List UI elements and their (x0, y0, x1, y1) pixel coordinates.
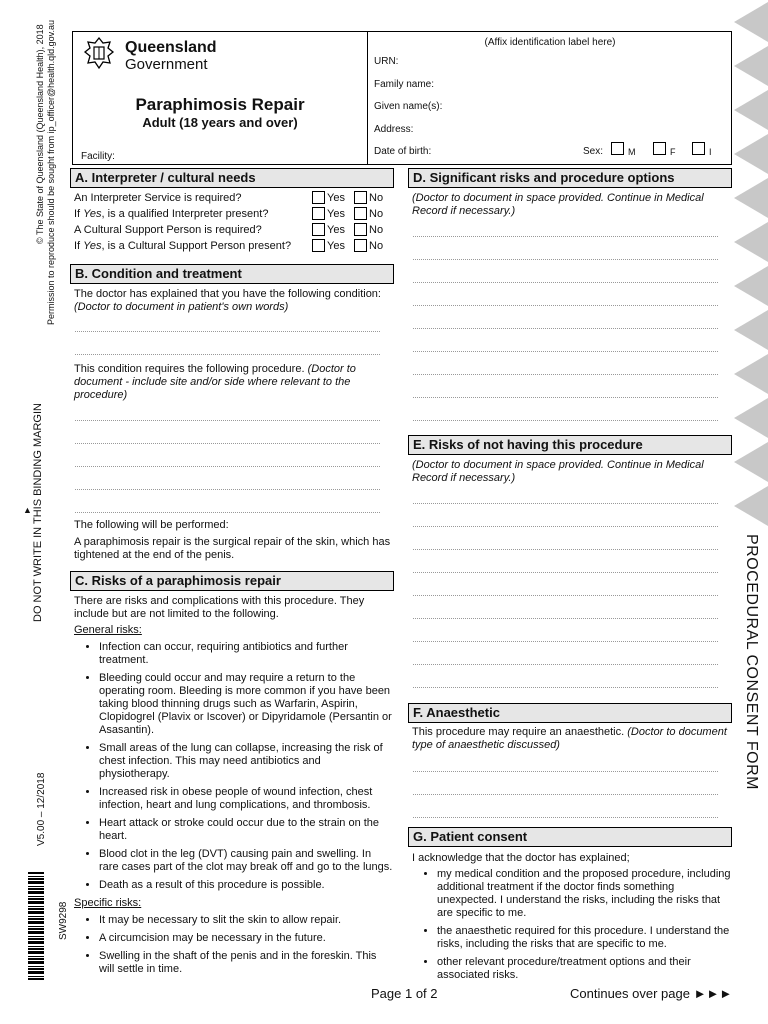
risks-line[interactable] (413, 397, 718, 398)
procedure-required-text: This condition requires the following procedure. (Doctor to document - include site and/or side where relevant to the procedure) (74, 363, 356, 401)
q3-no-label: No (369, 224, 384, 236)
list-item: • A circumcision may be necessary in the future. (99, 932, 393, 945)
urn-label: URN: (374, 56, 399, 67)
q2-no-checkbox[interactable] (354, 207, 367, 220)
side-title: PROCEDURAL CONSENT FORM (743, 534, 760, 790)
cultural-required-q: A Cultural Support Person is required? (74, 224, 262, 236)
facility-label: Facility: (81, 151, 115, 162)
anaesthetic-line[interactable] (413, 771, 718, 772)
q4-yes-label: Yes (327, 240, 345, 252)
risks-line[interactable] (413, 282, 718, 283)
continues-note: Continues over page ►►► (570, 986, 733, 1001)
section-f-heading: F. Anaesthetic (408, 703, 732, 723)
performed-description: A paraphimosis repair is the surgical repair of the skin, which has tightened at the end of the penis. (74, 536, 391, 561)
risks-line[interactable] (413, 351, 718, 352)
no-procedure-line[interactable] (413, 572, 718, 573)
no-procedure-line[interactable] (413, 641, 718, 642)
barcode (28, 872, 44, 980)
general-risks-label: General risks: (74, 624, 142, 636)
procedure-line[interactable] (75, 443, 380, 444)
risks-intro: There are risks and complications with this procedure. They include but are not limited to the following. (74, 595, 365, 620)
list-item: • the anaesthetic required for this procedure. I understand the risks, including the risks that are specific to me. (437, 925, 733, 951)
list-item: • other relevant procedure/treatment options and their associated risks. (437, 956, 733, 982)
sex-i-checkbox[interactable] (692, 142, 705, 155)
sex-m-checkbox[interactable] (611, 142, 624, 155)
list-item: • Heart attack or stroke could occur due to the strain on the heart. (99, 817, 393, 843)
q4-yes-checkbox[interactable] (312, 239, 325, 252)
q2-yes-checkbox[interactable] (312, 207, 325, 220)
permission-text: Permission to reproduce should be sought from ip_officer@health.qld.gov.au (46, 20, 56, 325)
form-title: Paraphimosis Repair (135, 95, 305, 114)
arrow-up-icon: ▲ (23, 505, 32, 515)
q1-no-label: No (369, 192, 384, 204)
list-item: • my medical condition and the proposed procedure, including additional treatment if the doctor finds something unexpected. I understand the risks, including the risks that are specific to me. (437, 868, 733, 920)
page-number: Page 1 of 2 (371, 986, 438, 1001)
section-g-heading: G. Patient consent (408, 827, 732, 847)
risks-line[interactable] (413, 420, 718, 421)
q3-yes-checkbox[interactable] (312, 223, 325, 236)
cultural-present-q: If Yes, is a Cultural Support Person present? (74, 240, 292, 252)
sex-label: Sex: (583, 146, 604, 157)
no-procedure-line[interactable] (413, 503, 718, 504)
list-item: • Blood clot in the leg (DVT) causing pain and swelling. In rare cases part of the clot may break off and go to the lungs. (99, 848, 393, 874)
logo-queensland: Queensland (125, 39, 217, 56)
risks-line[interactable] (413, 259, 718, 260)
procedure-line[interactable] (75, 466, 380, 467)
qld-crest-icon (82, 36, 116, 70)
performed-label: The following will be performed: (74, 519, 229, 531)
copyright-text: © The State of Queensland (Queensland Health), 2018 (35, 24, 45, 244)
section-e-note: (Doctor to document in space provided. Continue in Medical Record if necessary.) (412, 459, 704, 484)
q3-yes-label: Yes (327, 224, 345, 236)
sex-m-label: M (628, 147, 636, 157)
sex-i-label: I (709, 147, 712, 157)
given-names-label: Given name(s): (374, 101, 443, 112)
q1-yes-checkbox[interactable] (312, 191, 325, 204)
version-text: V5.00 – 12/2018 (36, 772, 47, 846)
no-procedure-line[interactable] (413, 526, 718, 527)
form-subtitle: Adult (18 years and over) (142, 115, 298, 130)
section-d-heading: D. Significant risks and procedure options (408, 168, 732, 188)
section-d-note: (Doctor to document in space provided. Continue in Medical Record if necessary.) (412, 192, 704, 217)
list-item: • Increased risk in obese people of wound infection, chest infection, heart and lung complications, and thrombosis. (99, 786, 393, 812)
sex-f-checkbox[interactable] (653, 142, 666, 155)
interpreter-present-q: If Yes, is a qualified Interpreter present? (74, 208, 269, 220)
list-item: • Swelling in the shaft of the penis and in the foreskin. This will settle in time. (99, 950, 393, 976)
condition-line[interactable] (75, 331, 380, 332)
q2-no-label: No (369, 208, 384, 220)
form-code: SW9298 (58, 901, 69, 940)
specific-risks-list (73, 914, 393, 981)
general-risks-list (73, 641, 393, 897)
q4-no-checkbox[interactable] (354, 239, 367, 252)
sex-f-label: F (670, 147, 676, 157)
procedure-line[interactable] (75, 512, 380, 513)
no-procedure-line[interactable] (413, 618, 718, 619)
section-a-heading: A. Interpreter / cultural needs (70, 168, 394, 188)
list-item: • Bleeding could occur and may require a return to the operating room. Bleeding is more common if you have been taking blood thinning drugs such as Warfarin, Aspirin, Clopidogrel (Plavix or Iscover) or Dipyridamole (Persantin or Asasantin). (99, 672, 393, 737)
risks-line[interactable] (413, 328, 718, 329)
section-c-heading: C. Risks of a paraphimosis repair (70, 571, 394, 591)
dob-label: Date of birth: (374, 146, 432, 157)
anaesthetic-line[interactable] (413, 817, 718, 818)
anaesthetic-line[interactable] (413, 794, 718, 795)
q1-no-checkbox[interactable] (354, 191, 367, 204)
procedure-line[interactable] (75, 420, 380, 421)
q2-yes-label: Yes (327, 208, 345, 220)
list-item: • Small areas of the lung can collapse, increasing the risk of chest infection. This may need antibiotics and physiotherapy. (99, 742, 393, 781)
section-e-heading: E. Risks of not having this procedure (408, 435, 732, 455)
section-b-heading: B. Condition and treatment (70, 264, 394, 284)
binding-margin-text: DO NOT WRITE IN THIS BINDING MARGIN (32, 403, 44, 622)
family-name-label: Family name: (374, 79, 435, 90)
q1-yes-label: Yes (327, 192, 345, 204)
anaesthetic-text: This procedure may require an anaesthetic. (Doctor to document type of anaesthetic discussed) (412, 726, 727, 751)
interpreter-required-q: An Interpreter Service is required? (74, 192, 242, 204)
specific-risks-label: Specific risks: (74, 897, 142, 909)
list-item: • It may be necessary to slit the skin to allow repair. (99, 914, 393, 927)
address-label: Address: (374, 124, 414, 135)
condition-line[interactable] (75, 354, 380, 355)
q3-no-checkbox[interactable] (354, 223, 367, 236)
q4-no-label: No (369, 240, 384, 252)
affix-label: (Affix identification label here) (484, 37, 616, 48)
no-procedure-line[interactable] (413, 595, 718, 596)
risks-line[interactable] (413, 305, 718, 306)
no-procedure-line[interactable] (413, 549, 718, 550)
list-item: • Infection can occur, requiring antibiotics and further treatment. (99, 641, 393, 667)
consent-intro: I acknowledge that the doctor has explained; (412, 852, 630, 864)
consent-list (411, 868, 733, 987)
risks-line[interactable] (413, 374, 718, 375)
condition-explained-text: The doctor has explained that you have the following condition: (Doctor to document in patient's own words) (74, 288, 381, 313)
risks-line[interactable] (413, 236, 718, 237)
list-item: • Death as a result of this procedure is possible. (99, 879, 393, 892)
no-procedure-line[interactable] (413, 664, 718, 665)
logo-government: Government (125, 56, 208, 73)
no-procedure-line[interactable] (413, 687, 718, 688)
procedure-line[interactable] (75, 489, 380, 490)
